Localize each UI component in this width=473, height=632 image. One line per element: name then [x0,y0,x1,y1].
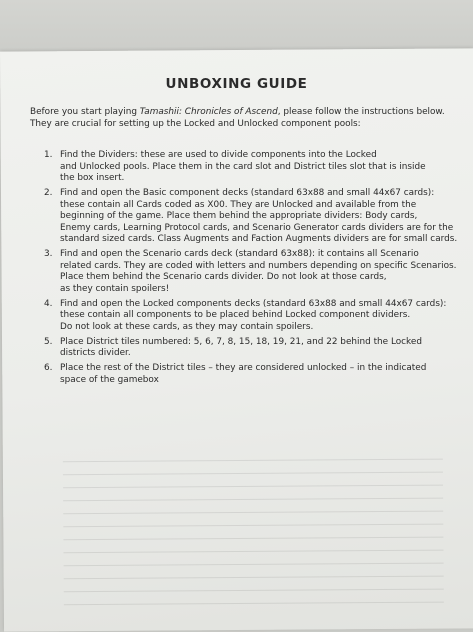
step-line: Find and open the Scenario cards deck (standard 63x88): it contains all Scenario [60,249,419,259]
step-text [60,299,455,334]
step-text [60,188,458,246]
step-text [60,150,455,185]
instruction-step-3 [30,249,455,295]
instruction-step-6 [30,363,455,386]
step-number: 3. [44,249,53,259]
step-line: Place them behind the Scenario cards divider. Do not look at those cards, [60,272,387,282]
step-number: 1. [44,150,53,160]
step-line: Find and open the Locked components decks (standard 63x88 and small 44x67 cards): [60,298,447,309]
step-text [60,363,455,386]
instruction-list [30,150,458,390]
step-line: and Unlocked pools. Place them in the card slot and District tiles slot that is inside [60,161,426,172]
step-line: Enemy cards, Learning Protocol cards, and Scenario Generator cards dividers are for the [60,222,454,233]
step-text [60,249,455,295]
step-line: beginning of the game. Place them behind the appropriate dividers: Body cards, [60,211,418,221]
step-line: related cards. They are coded with letters and numbers depending on specific Scenarios. [60,260,457,271]
intro-before: Before you start playing [30,107,140,117]
reverse-side-show-through [63,459,444,622]
step-line: these contain all Cards coded as X00. They are Unlocked and available from the [60,199,417,210]
instruction-step-2 [30,188,458,246]
step-line: Do not look at these cards, as they may contain spoilers. [60,321,314,332]
step-number: 2. [44,188,53,198]
instruction-step-1 [30,150,455,185]
step-line: as they contain spoilers! [60,283,170,294]
intro-line-1 [30,107,455,119]
step-line: these contain all components to be placed behind Locked component dividers. [60,310,411,320]
step-line: Find the Dividers: these are used to divide components into the Locked [60,150,377,160]
step-number: 6. [44,363,53,373]
intro-paragraph [30,107,455,130]
instruction-step-4 [30,299,455,334]
step-line: standard sized cards. Class Augments and Faction Augments dividers are for small cards. [60,234,458,244]
step-line: Place the rest of the District tiles – they are considered unlocked – in the indicated [60,363,427,373]
step-line: Find and open the Basic component decks (standard 63x88 and small 44x67 cards): [60,188,435,198]
step-line: districts divider. [60,348,131,358]
step-line: space of the gamebox [60,374,159,385]
step-line: Place District tiles numbered: 5, 6, 7, 8, 15, 18, 19, 21, and 22 behind the Locked [60,336,422,347]
step-number: 4. [44,298,53,309]
step-text [60,337,455,360]
intro-after: , please follow the instructions below. [277,107,445,117]
game-title: Tamashii: Chronicles of Ascend [139,107,278,117]
step-line: the box insert. [60,173,125,183]
step-number: 5. [44,336,53,347]
intro-line-2: They are crucial for setting up the Locked and Unlocked component pools: [30,118,361,129]
page-title: UNBOXING GUIDE [165,76,308,92]
instruction-step-5 [30,337,455,360]
